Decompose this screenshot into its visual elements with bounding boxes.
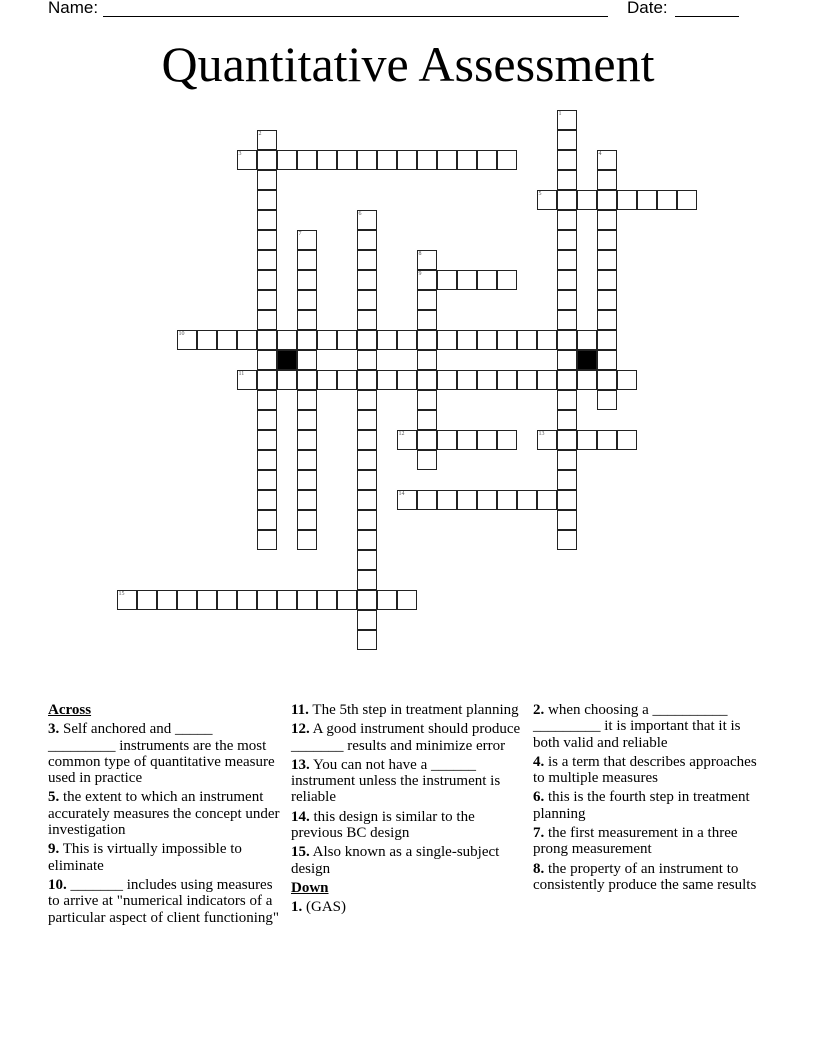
grid-cell[interactable] xyxy=(417,250,437,270)
grid-cell[interactable] xyxy=(617,190,637,210)
grid-cell[interactable] xyxy=(557,470,577,490)
clue-number: 15. xyxy=(291,844,310,861)
grid-cell[interactable] xyxy=(317,330,337,350)
cell-number: 14 xyxy=(398,490,405,497)
clue-text: The 5th step in treatment planning xyxy=(308,702,519,718)
grid-cell[interactable] xyxy=(277,150,297,170)
grid-cell[interactable] xyxy=(257,370,277,390)
grid-cell[interactable] xyxy=(557,110,577,130)
grid-cell[interactable] xyxy=(557,270,577,290)
grid-cell[interactable] xyxy=(677,190,697,210)
clue-number: 9. xyxy=(48,841,60,858)
grid-cell[interactable] xyxy=(257,430,277,450)
clue-number: 2. xyxy=(533,702,545,718)
grid-cell[interactable] xyxy=(337,330,357,350)
clue-number: 7. xyxy=(533,825,545,842)
clue-text: This is virtually impossible to eliminate xyxy=(48,841,242,874)
grid-cell[interactable] xyxy=(257,150,277,170)
clue-down-7 xyxy=(533,825,761,858)
grid-cell[interactable] xyxy=(477,150,497,170)
clue-number: 6. xyxy=(533,789,545,806)
clue-number: 13. xyxy=(291,756,310,773)
grid-cell[interactable] xyxy=(377,150,397,170)
grid-cell[interactable] xyxy=(297,430,317,450)
cell-number: 13 xyxy=(538,430,545,437)
grid-cell[interactable] xyxy=(297,590,317,610)
grid-cell[interactable] xyxy=(357,630,377,650)
grid-cell[interactable] xyxy=(357,550,377,570)
cell-number: 4 xyxy=(598,150,602,157)
grid-cell[interactable] xyxy=(597,230,617,250)
cell-number: 12 xyxy=(398,430,405,437)
grid-cell[interactable] xyxy=(497,430,517,450)
cell-number: 7 xyxy=(298,230,302,237)
grid-cell[interactable] xyxy=(257,210,277,230)
grid-cell[interactable] xyxy=(217,330,237,350)
grid-cell[interactable] xyxy=(477,370,497,390)
clue-across-13 xyxy=(291,757,526,806)
clue-number: 10. xyxy=(48,876,67,893)
grid-cell[interactable] xyxy=(357,610,377,630)
grid-cell[interactable] xyxy=(497,370,517,390)
clue-number: 4. xyxy=(533,753,545,770)
grid-cell[interactable] xyxy=(297,150,317,170)
clue-down-8 xyxy=(533,861,761,894)
grid-cell[interactable] xyxy=(297,270,317,290)
grid-cell[interactable] xyxy=(357,150,377,170)
grid-cell[interactable] xyxy=(417,290,437,310)
clue-text: when choosing a __________ _________ it is important that it is both valid and reliable xyxy=(533,702,741,751)
grid-cell[interactable] xyxy=(197,590,217,610)
grid-cell[interactable] xyxy=(397,370,417,390)
grid-cell[interactable] xyxy=(597,150,617,170)
grid-cell[interactable] xyxy=(257,470,277,490)
grid-cell[interactable] xyxy=(357,230,377,250)
grid-cell[interactable] xyxy=(457,430,477,450)
grid-cell[interactable] xyxy=(457,150,477,170)
grid-cell[interactable] xyxy=(357,470,377,490)
grid-cell[interactable] xyxy=(437,370,457,390)
grid-cell[interactable] xyxy=(357,490,377,510)
cell-number: 11 xyxy=(238,370,245,377)
grid-cell[interactable] xyxy=(257,290,277,310)
grid-cell[interactable] xyxy=(297,310,317,330)
grid-cell[interactable] xyxy=(137,590,157,610)
grid-cell[interactable] xyxy=(437,330,457,350)
grid-cell[interactable] xyxy=(257,130,277,150)
clue-down-2 xyxy=(533,702,761,751)
down-heading: Down xyxy=(291,879,329,896)
cell-number: 5 xyxy=(538,190,542,197)
grid-cell[interactable] xyxy=(257,250,277,270)
grid-cell[interactable] xyxy=(377,370,397,390)
grid-cell[interactable] xyxy=(557,490,577,510)
grid-cell[interactable] xyxy=(497,150,517,170)
clue-text: A good instrument should produce _______ results and minimize error xyxy=(291,721,521,754)
grid-cell[interactable] xyxy=(557,410,577,430)
grid-cell[interactable] xyxy=(117,590,137,610)
grid-cell[interactable] xyxy=(357,250,377,270)
grid-cell[interactable] xyxy=(257,310,277,330)
grid-cell[interactable] xyxy=(337,370,357,390)
grid-cell[interactable] xyxy=(217,590,237,610)
grid-cell[interactable] xyxy=(597,390,617,410)
clue-across-5 xyxy=(48,789,283,838)
clues-column-1 xyxy=(48,702,283,929)
grid-cell[interactable] xyxy=(577,370,597,390)
grid-cell[interactable] xyxy=(557,350,577,370)
grid-cell[interactable] xyxy=(477,430,497,450)
grid-cell[interactable] xyxy=(417,330,437,350)
grid-cell[interactable] xyxy=(597,170,617,190)
clue-number: 5. xyxy=(48,789,60,806)
grid-cell[interactable] xyxy=(417,270,437,290)
clue-across-10 xyxy=(48,877,283,926)
grid-cell[interactable] xyxy=(357,410,377,430)
grid-cell[interactable] xyxy=(297,450,317,470)
grid-cell[interactable] xyxy=(357,510,377,530)
clue-across-3 xyxy=(48,721,283,786)
grid-cell[interactable] xyxy=(437,150,457,170)
grid-cell[interactable] xyxy=(257,510,277,530)
grid-cell[interactable] xyxy=(257,490,277,510)
clue-number: 12. xyxy=(291,721,310,738)
grid-cell[interactable] xyxy=(537,370,557,390)
grid-cell[interactable] xyxy=(357,450,377,470)
cell-number: 3 xyxy=(238,150,242,157)
grid-cell[interactable] xyxy=(257,190,277,210)
grid-cell[interactable] xyxy=(457,270,477,290)
grid-cell[interactable] xyxy=(277,590,297,610)
cell-number: 15 xyxy=(118,590,125,597)
grid-cell[interactable] xyxy=(577,430,597,450)
clues-column-2 xyxy=(291,702,526,919)
clue-text: Also known as a single-subject design xyxy=(291,844,500,877)
grid-cell[interactable] xyxy=(417,450,437,470)
grid-cell[interactable] xyxy=(597,350,617,370)
grid-cell[interactable] xyxy=(297,230,317,250)
grid-cell[interactable] xyxy=(417,390,437,410)
grid-cell[interactable] xyxy=(557,190,577,210)
grid-cell[interactable] xyxy=(417,490,437,510)
grid-cell[interactable] xyxy=(177,330,197,350)
grid-cell[interactable] xyxy=(257,530,277,550)
grid-cell[interactable] xyxy=(537,330,557,350)
clue-text: the first measurement in a three prong measurement xyxy=(533,825,738,858)
grid-cell[interactable] xyxy=(357,570,377,590)
grid-cell[interactable] xyxy=(557,130,577,150)
grid-cell[interactable] xyxy=(557,430,577,450)
grid-cell[interactable] xyxy=(597,430,617,450)
black-cell xyxy=(277,350,297,370)
grid-cell[interactable] xyxy=(357,270,377,290)
grid-cell[interactable] xyxy=(297,510,317,530)
grid-cell[interactable] xyxy=(157,590,177,610)
grid-cell[interactable] xyxy=(257,450,277,470)
grid-cell[interactable] xyxy=(297,470,317,490)
grid-cell[interactable] xyxy=(317,150,337,170)
cell-number: 9 xyxy=(418,270,422,277)
clue-across-11 xyxy=(291,702,526,718)
grid-cell[interactable] xyxy=(557,330,577,350)
grid-cell[interactable] xyxy=(297,370,317,390)
clues-column-3 xyxy=(533,702,761,896)
grid-cell[interactable] xyxy=(357,530,377,550)
date-label: Date: xyxy=(627,0,668,17)
header-line xyxy=(48,0,748,20)
grid-cell[interactable] xyxy=(557,310,577,330)
clue-number: 14. xyxy=(291,808,310,825)
grid-cell[interactable] xyxy=(537,430,557,450)
clue-across-15 xyxy=(291,844,526,877)
clue-text: this is the fourth step in treatment planning xyxy=(533,789,750,822)
clue-down-1 xyxy=(291,899,526,915)
grid-cell[interactable] xyxy=(417,410,437,430)
grid-cell[interactable] xyxy=(557,510,577,530)
crossword-grid xyxy=(117,110,717,650)
grid-cell[interactable] xyxy=(277,330,297,350)
grid-cell[interactable] xyxy=(557,230,577,250)
grid-cell[interactable] xyxy=(417,370,437,390)
grid-cell[interactable] xyxy=(577,330,597,350)
grid-cell[interactable] xyxy=(437,430,457,450)
clue-down-4 xyxy=(533,754,761,787)
cell-number: 8 xyxy=(418,250,422,257)
date-field[interactable] xyxy=(675,16,739,17)
cell-number: 10 xyxy=(178,330,185,337)
grid-cell[interactable] xyxy=(397,430,417,450)
grid-cell[interactable] xyxy=(177,590,197,610)
grid-cell[interactable] xyxy=(597,190,617,210)
clue-across-9 xyxy=(48,841,283,874)
grid-cell[interactable] xyxy=(357,430,377,450)
cell-number: 6 xyxy=(358,210,362,217)
grid-cell[interactable] xyxy=(457,490,477,510)
clue-across-12 xyxy=(291,721,526,754)
grid-cell[interactable] xyxy=(417,150,437,170)
grid-cell[interactable] xyxy=(257,230,277,250)
grid-cell[interactable] xyxy=(377,330,397,350)
grid-cell[interactable] xyxy=(517,330,537,350)
clue-across-14 xyxy=(291,809,526,842)
grid-cell[interactable] xyxy=(597,270,617,290)
clue-down-6 xyxy=(533,789,761,822)
grid-cell[interactable] xyxy=(537,490,557,510)
grid-cell[interactable] xyxy=(597,370,617,390)
grid-cell[interactable] xyxy=(417,350,437,370)
grid-cell[interactable] xyxy=(357,370,377,390)
name-field[interactable] xyxy=(103,16,608,17)
grid-cell[interactable] xyxy=(357,330,377,350)
grid-cell[interactable] xyxy=(237,150,257,170)
grid-cell[interactable] xyxy=(357,590,377,610)
grid-cell[interactable] xyxy=(417,310,437,330)
grid-cell[interactable] xyxy=(317,370,337,390)
grid-cell[interactable] xyxy=(257,410,277,430)
grid-cell[interactable] xyxy=(597,210,617,230)
clue-text: this design is similar to the previous BC design xyxy=(291,808,475,842)
clue-text: (GAS) xyxy=(302,899,346,916)
grid-cell[interactable] xyxy=(257,330,277,350)
grid-cell[interactable] xyxy=(257,590,277,610)
clue-number: 1. xyxy=(291,899,303,916)
grid-cell[interactable] xyxy=(597,290,617,310)
grid-cell[interactable] xyxy=(317,590,337,610)
grid-cell[interactable] xyxy=(497,270,517,290)
grid-cell[interactable] xyxy=(557,170,577,190)
clue-text: _______ includes using measures to arrive at "numerical indicators of a particular aspect of client functioning" xyxy=(48,876,280,926)
grid-cell[interactable] xyxy=(557,290,577,310)
grid-cell[interactable] xyxy=(297,390,317,410)
grid-cell[interactable] xyxy=(497,330,517,350)
grid-cell[interactable] xyxy=(197,330,217,350)
grid-cell[interactable] xyxy=(637,190,657,210)
grid-cell[interactable] xyxy=(237,590,257,610)
grid-cell[interactable] xyxy=(657,190,677,210)
grid-cell[interactable] xyxy=(357,210,377,230)
grid-cell[interactable] xyxy=(357,310,377,330)
clue-text: Self anchored and _____ _________ instruments are the most common type of quantitative measure used in practice xyxy=(48,721,275,787)
clue-text: is a term that describes approaches to multiple measures xyxy=(533,753,757,787)
grid-cell[interactable] xyxy=(497,490,517,510)
grid-cell[interactable] xyxy=(257,170,277,190)
grid-cell[interactable] xyxy=(557,390,577,410)
grid-cell[interactable] xyxy=(337,590,357,610)
page-title: Quantitative Assessment xyxy=(161,36,655,92)
grid-cell[interactable] xyxy=(597,330,617,350)
grid-cell[interactable] xyxy=(237,330,257,350)
grid-cell[interactable] xyxy=(297,250,317,270)
clue-text: You can not have a ______ instrument unless the instrument is reliable xyxy=(291,756,501,806)
grid-cell[interactable] xyxy=(257,270,277,290)
grid-cell[interactable] xyxy=(597,310,617,330)
grid-cell[interactable] xyxy=(397,330,417,350)
grid-cell[interactable] xyxy=(277,370,297,390)
grid-cell[interactable] xyxy=(617,430,637,450)
grid-cell[interactable] xyxy=(337,150,357,170)
cell-number: 1 xyxy=(558,110,562,117)
black-cell xyxy=(577,350,597,370)
grid-cell[interactable] xyxy=(357,390,377,410)
grid-cell[interactable] xyxy=(377,590,397,610)
grid-cell[interactable] xyxy=(577,190,597,210)
across-heading: Across xyxy=(48,702,92,718)
grid-cell[interactable] xyxy=(257,350,277,370)
grid-cell[interactable] xyxy=(557,210,577,230)
grid-cell[interactable] xyxy=(617,370,637,390)
clue-number: 11. xyxy=(291,702,309,718)
grid-cell[interactable] xyxy=(557,370,577,390)
grid-cell[interactable] xyxy=(477,270,497,290)
grid-cell[interactable] xyxy=(557,250,577,270)
clue-text: the extent to which an instrument accurately measures the concept under investigation xyxy=(48,789,280,839)
grid-cell[interactable] xyxy=(297,490,317,510)
grid-cell[interactable] xyxy=(597,250,617,270)
grid-cell[interactable] xyxy=(297,350,317,370)
grid-cell[interactable] xyxy=(357,350,377,370)
grid-cell[interactable] xyxy=(437,270,457,290)
grid-cell[interactable] xyxy=(477,490,497,510)
grid-cell[interactable] xyxy=(437,490,457,510)
cell-number: 2 xyxy=(258,130,262,137)
grid-cell[interactable] xyxy=(397,590,417,610)
grid-cell[interactable] xyxy=(557,150,577,170)
grid-cell[interactable] xyxy=(297,530,317,550)
grid-cell[interactable] xyxy=(517,490,537,510)
grid-cell[interactable] xyxy=(417,430,437,450)
grid-cell[interactable] xyxy=(457,370,477,390)
grid-cell[interactable] xyxy=(297,330,317,350)
grid-cell[interactable] xyxy=(517,370,537,390)
grid-cell[interactable] xyxy=(557,530,577,550)
grid-cell[interactable] xyxy=(237,370,257,390)
clue-number: 3. xyxy=(48,721,60,738)
grid-cell[interactable] xyxy=(397,490,417,510)
grid-cell[interactable] xyxy=(477,330,497,350)
grid-cell[interactable] xyxy=(297,410,317,430)
grid-cell[interactable] xyxy=(357,290,377,310)
clue-number: 8. xyxy=(533,860,545,877)
grid-cell[interactable] xyxy=(397,150,417,170)
grid-cell[interactable] xyxy=(557,450,577,470)
grid-cell[interactable] xyxy=(537,190,557,210)
grid-cell[interactable] xyxy=(257,390,277,410)
name-label: Name: xyxy=(48,0,99,17)
clue-text: the property of an instrument to consistently produce the same results xyxy=(533,860,757,893)
grid-cell[interactable] xyxy=(457,330,477,350)
grid-cell[interactable] xyxy=(297,290,317,310)
